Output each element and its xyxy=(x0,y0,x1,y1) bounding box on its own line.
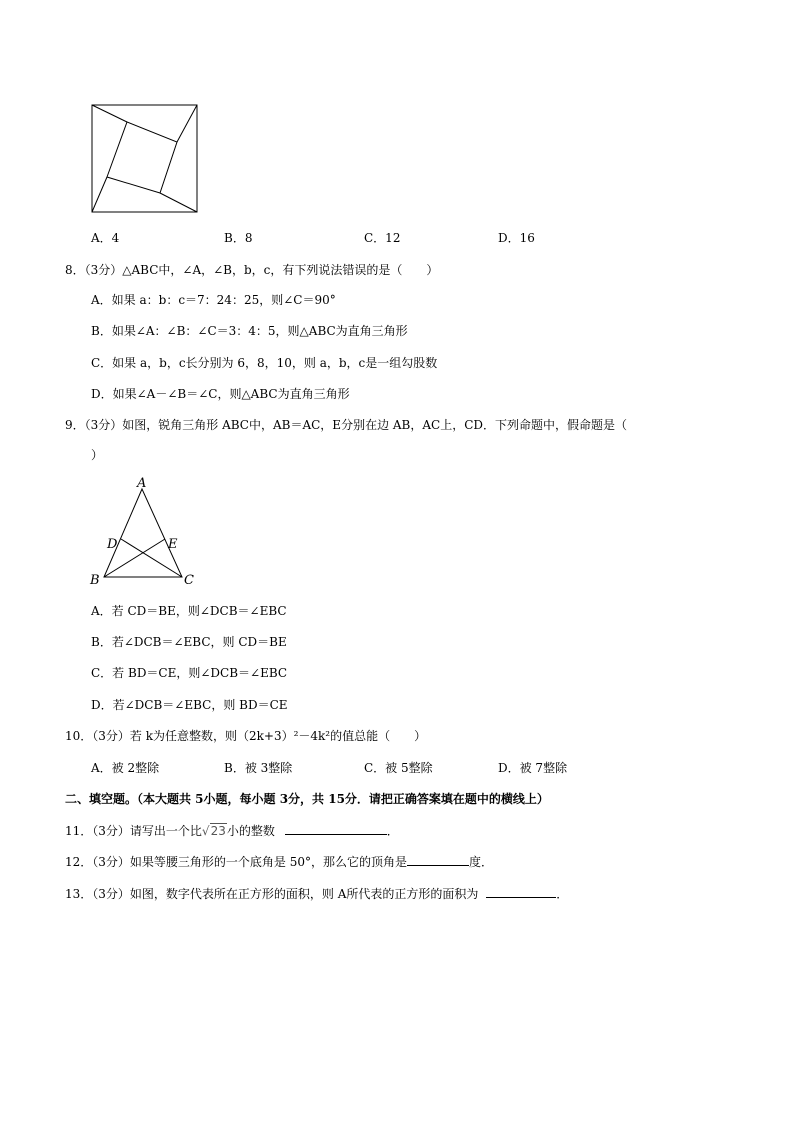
q13-line xyxy=(65,885,568,902)
q9-stem-line1: 9．（3分）如图，锐角三角形 ABC中，AB＝AC，E分别在边 AB，AC上，CD．下列命题中，假命题是（ xyxy=(65,418,628,432)
q7-outer-square xyxy=(92,105,197,212)
section-2-heading: 二、填空题。（本大题共 5小题，每小题 3分，共 15分．请把正确答案填在题中的横线上） xyxy=(65,792,549,806)
q11-line xyxy=(65,822,399,839)
q11-end: ． xyxy=(386,824,399,838)
q7-line-1 xyxy=(92,105,127,122)
q9-label-a: A xyxy=(137,476,147,491)
q7-inner-square xyxy=(107,122,177,193)
q10-option-c: C．被 5整除 xyxy=(364,761,433,775)
q9-label-d: D xyxy=(107,537,118,552)
q8-option-b: B．如果∠A：∠B：∠C＝3：4：5，则△ABC为直角三角形 xyxy=(91,324,408,338)
q9-stem-line2: ） xyxy=(91,448,104,462)
q12-answer-blank[interactable] xyxy=(407,853,469,866)
q8-option-c: C．如果 a，b，c长分别为 6，8，10，则 a，b，c是一组勾股数 xyxy=(91,356,438,370)
q8-option-a: A．如果 a：b：c＝7：24：25，则∠C＝90° xyxy=(91,293,336,307)
q9-label-e: E xyxy=(168,537,178,552)
q13-answer-blank[interactable] xyxy=(486,885,556,898)
q7-line-4 xyxy=(92,177,107,212)
q9-option-b: B．若∠DCB＝∠EBC，则 CD＝BE xyxy=(91,635,287,649)
q12-line xyxy=(65,853,493,870)
q13-end: ． xyxy=(556,887,569,901)
q7-option-d: D．16 xyxy=(498,231,535,245)
q7-option-b: B．8 xyxy=(224,231,253,245)
q9-option-d: D．若∠DCB＝∠EBC，则 BD＝CE xyxy=(91,698,288,712)
q7-figure-square xyxy=(90,104,200,215)
q7-option-a: A．4 xyxy=(91,231,120,245)
q10-option-a: A．被 2整除 xyxy=(91,761,160,775)
q7-line-2 xyxy=(177,105,197,142)
q9-triangle-abc xyxy=(104,489,182,577)
q12-prefix: 12．（3分）如果等腰三角形的一个底角是 50°，那么它的顶角是 xyxy=(65,855,407,869)
q11-suffix: 小的整数 xyxy=(226,824,275,838)
q10-stem: 10．（3分）若 k为任意整数，则（2k+3）²－4k²的值总能（ ） xyxy=(65,729,427,743)
q9-option-a: A．若 CD＝BE，则∠DCB＝∠EBC xyxy=(91,604,287,618)
q12-suffix: 度． xyxy=(469,855,494,869)
q8-option-d: D．如果∠A－∠B＝∠C，则△ABC为直角三角形 xyxy=(91,387,350,401)
q7-option-c: C．12 xyxy=(364,231,401,245)
q7-line-3 xyxy=(160,193,197,212)
q11-prefix: 11．（3分）请写出一个比 xyxy=(65,824,202,838)
q11-radicand: 23 xyxy=(210,824,226,838)
q11-sqrt: √23 xyxy=(201,824,226,838)
q9-label-b: B xyxy=(90,573,100,588)
q9-figure-triangle xyxy=(86,476,201,588)
q10-option-d: D．被 7整除 xyxy=(498,761,568,775)
q8-stem: 8．（3分）△ABC中，∠A，∠B，b，c，有下列说法错误的是（ ） xyxy=(65,263,439,277)
q11-answer-blank[interactable] xyxy=(285,822,387,835)
q10-option-b: B．被 3整除 xyxy=(224,761,293,775)
q9-label-c: C xyxy=(184,573,194,588)
q13-prefix: 13．（3分）如图，数字代表所在正方形的面积，则 A所代表的正方形的面积为 xyxy=(65,887,479,901)
q9-option-c: C．若 BD＝CE，则∠DCB＝∠EBC xyxy=(91,666,288,680)
